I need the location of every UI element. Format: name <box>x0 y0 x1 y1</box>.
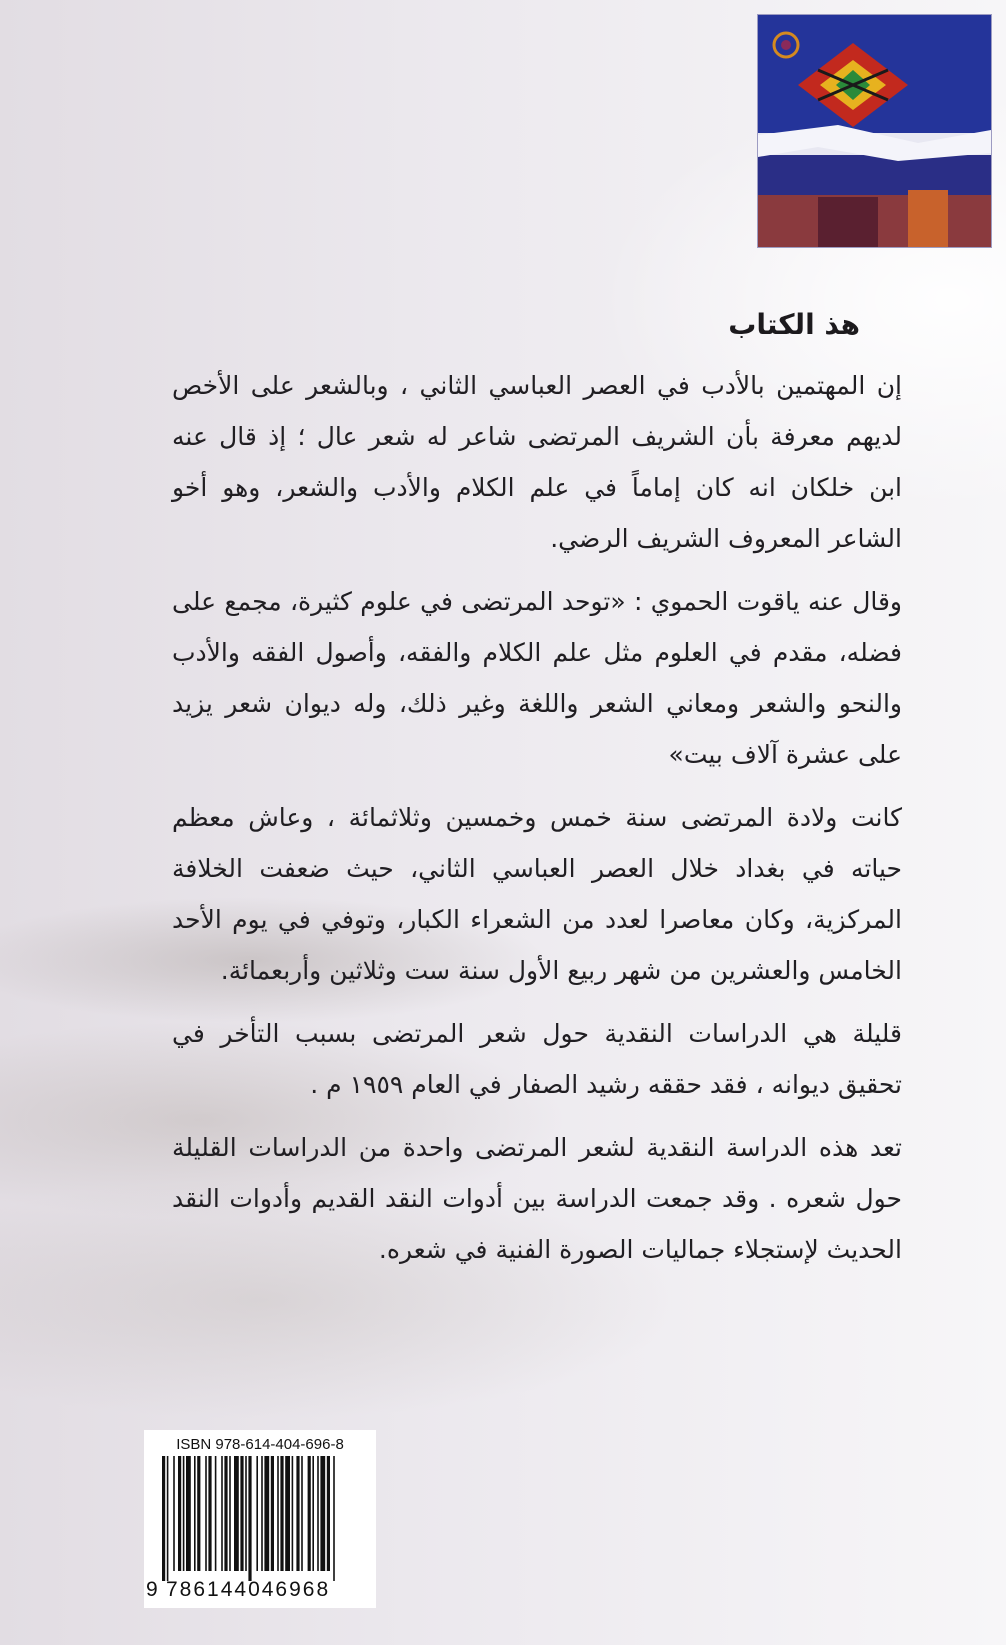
barcode-bar <box>280 1456 283 1571</box>
barcode-bar <box>205 1456 207 1571</box>
barcode-bar <box>215 1456 217 1571</box>
barcode-bar <box>178 1456 181 1571</box>
paragraph: تعد هذه الدراسة النقدية لشعر المرتضى واحدة من الدراسات القليلة حول شعره . وقد جمعت الدراسة بين أدوات النقد القديم وأدوات النقد الحديث لإستجلاء جماليات الصورة الفنية في شعره. <box>172 1133 902 1264</box>
barcode-bar <box>285 1456 290 1571</box>
paragraph: قليلة هي الدراسات النقدية حول شعر المرتضى بسبب التأخر في تحقيق ديوانه ، فقد حققه رشيد الصفار في العام ١٩٥٩ م . <box>172 1019 902 1099</box>
description-text <box>172 360 902 1287</box>
section-heading: هذ الكتاب <box>728 308 860 341</box>
barcode-bar <box>312 1456 314 1571</box>
barcode-first-digit: 9 <box>146 1578 159 1601</box>
barcode-bar <box>183 1456 185 1571</box>
barcode-bar <box>221 1456 223 1571</box>
barcode-bar <box>167 1456 169 1581</box>
barcode-bar <box>256 1456 258 1571</box>
barcode-bar <box>333 1456 335 1581</box>
cover-artwork-thumbnail <box>757 14 992 248</box>
barcode-bar <box>186 1456 191 1571</box>
barcode-bar <box>296 1456 299 1571</box>
barcode-bar <box>301 1456 303 1571</box>
barcode-bar <box>261 1456 263 1571</box>
barcode-bar <box>264 1456 269 1571</box>
barcode-bar <box>320 1456 325 1571</box>
barcode-bar <box>327 1456 330 1571</box>
barcode-bar <box>271 1456 274 1571</box>
paragraph: وقال عنه ياقوت الحموي : «توحد المرتضى في علوم كثيرة، مجمع على فضله، مقدم في العلوم مثل علم الكلام والفقه، وأصول الفقه والأدب والنحو والشعر ومعاني الشعر واللغة وغير ذلك، وله ديوان شعر يزيد على عشرة آلاف بيت» <box>172 587 902 769</box>
barcode-bar <box>245 1456 247 1571</box>
barcode-bar <box>308 1456 311 1571</box>
barcode-bar <box>194 1456 196 1571</box>
barcode-bar <box>208 1456 211 1571</box>
paragraph: كانت ولادة المرتضى سنة خمس وخمسين وثلاثمائة ، وعاش معظم حياته في بغداد خلال العصر العباسي الثاني، حيث ضعفت الخلافة المركزية، وكان معاصرا لعدد من الشعراء الكبار، وتوفي في يوم الأحد الخامس والعشرين من شهر ربيع الأول سنة ست وثلاثين وأربعمائة. <box>172 803 902 985</box>
barcode-bar <box>234 1456 239 1571</box>
barcode-bars <box>144 1456 376 1581</box>
barcode-bar <box>224 1456 227 1571</box>
barcode-bar <box>277 1456 279 1571</box>
paragraph: إن المهتمين بالأدب في العصر العباسي الثاني ، وبالشعر على الأخص لديهم معرفة بأن الشريف المرتضى شاعر له شعر عال ؛ إذ قال عنه ابن خلكان انه كان إماماً في علم الكلام والأدب والشعر، وهو أخو الشاعر المعروف الشريف الرضي. <box>172 371 902 553</box>
barcode-bar <box>162 1456 165 1581</box>
isbn-barcode <box>144 1430 376 1608</box>
barcode-bar <box>240 1456 243 1571</box>
barcode-bar <box>197 1456 200 1571</box>
barcode-bar <box>317 1456 319 1571</box>
barcode-bar <box>229 1456 231 1571</box>
barcode-bar <box>248 1456 251 1581</box>
barcode-digit-groups: 786144046968 <box>166 1578 331 1601</box>
isbn-label: ISBN 978-614-404-696-8 <box>176 1436 344 1453</box>
barcode-bar <box>292 1456 294 1571</box>
barcode-bar <box>173 1456 175 1571</box>
